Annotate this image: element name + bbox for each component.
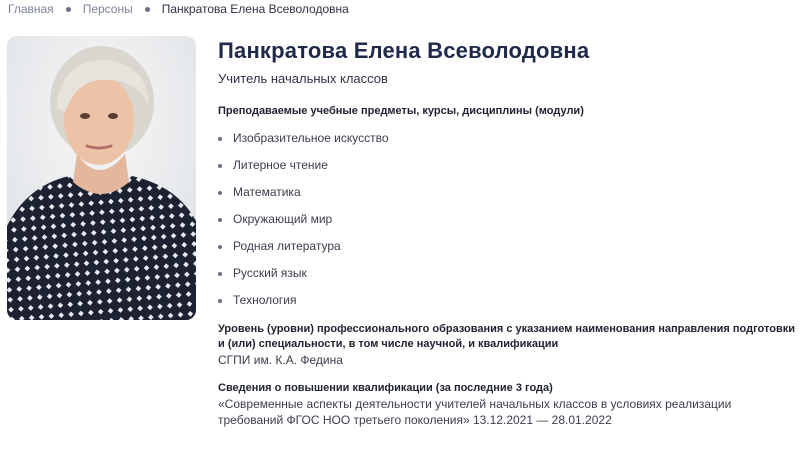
breadcrumb-persons-link[interactable]: Персоны (82, 2, 133, 16)
subject-label: Родная литература (233, 239, 341, 253)
person-photo (7, 36, 196, 320)
list-item (218, 152, 798, 179)
bullet-icon (218, 218, 222, 222)
list-item (218, 260, 798, 287)
list-item (218, 206, 798, 233)
subject-label: Литерное чтение (233, 158, 328, 172)
bullet-icon (218, 245, 222, 249)
list-item (218, 287, 798, 314)
breadcrumb-separator-icon (66, 7, 71, 12)
breadcrumb (8, 1, 349, 17)
education-title: Уровень (уровни) профессионального образования с указанием наименования направления подготовки и (или) специальности, в том числе научной, и квалификации (218, 323, 795, 350)
breadcrumb-home-link[interactable]: Главная (8, 2, 54, 16)
subject-label: Математика (233, 185, 301, 199)
subject-label: Русский язык (233, 266, 307, 280)
qualification-value: «Современные аспекты деятельности учителей начальных классов в условиях реализации требований ФГОС НОО третьего поколения» 13.12.2021 — 28.01.2022 (218, 397, 732, 427)
person-details (218, 36, 798, 428)
person-position: Учитель начальных классов (218, 71, 388, 86)
qualification-title: Сведения о повышении квалификации (за последние 3 года) (218, 382, 553, 394)
subject-label: Изобразительное искусство (233, 131, 389, 145)
list-item (218, 125, 798, 152)
bullet-icon (218, 299, 222, 303)
subjects-title: Преподаваемые учебные предметы, курсы, дисциплины (модули) (218, 105, 584, 117)
subjects-list (218, 125, 798, 314)
bullet-icon (218, 164, 222, 168)
bullet-icon (218, 272, 222, 276)
list-item (218, 179, 798, 206)
breadcrumb-separator-icon (145, 7, 150, 12)
bullet-icon (218, 137, 222, 141)
person-name: Панкратова Елена Всеволодовна (218, 38, 590, 63)
list-item (218, 233, 798, 260)
breadcrumb-current: Панкратова Елена Всеволодовна (161, 2, 349, 16)
education-value: СГПИ им. К.А. Федина (218, 353, 343, 367)
bullet-icon (218, 191, 222, 195)
subject-label: Технология (233, 293, 297, 307)
subject-label: Окружающий мир (233, 212, 333, 226)
